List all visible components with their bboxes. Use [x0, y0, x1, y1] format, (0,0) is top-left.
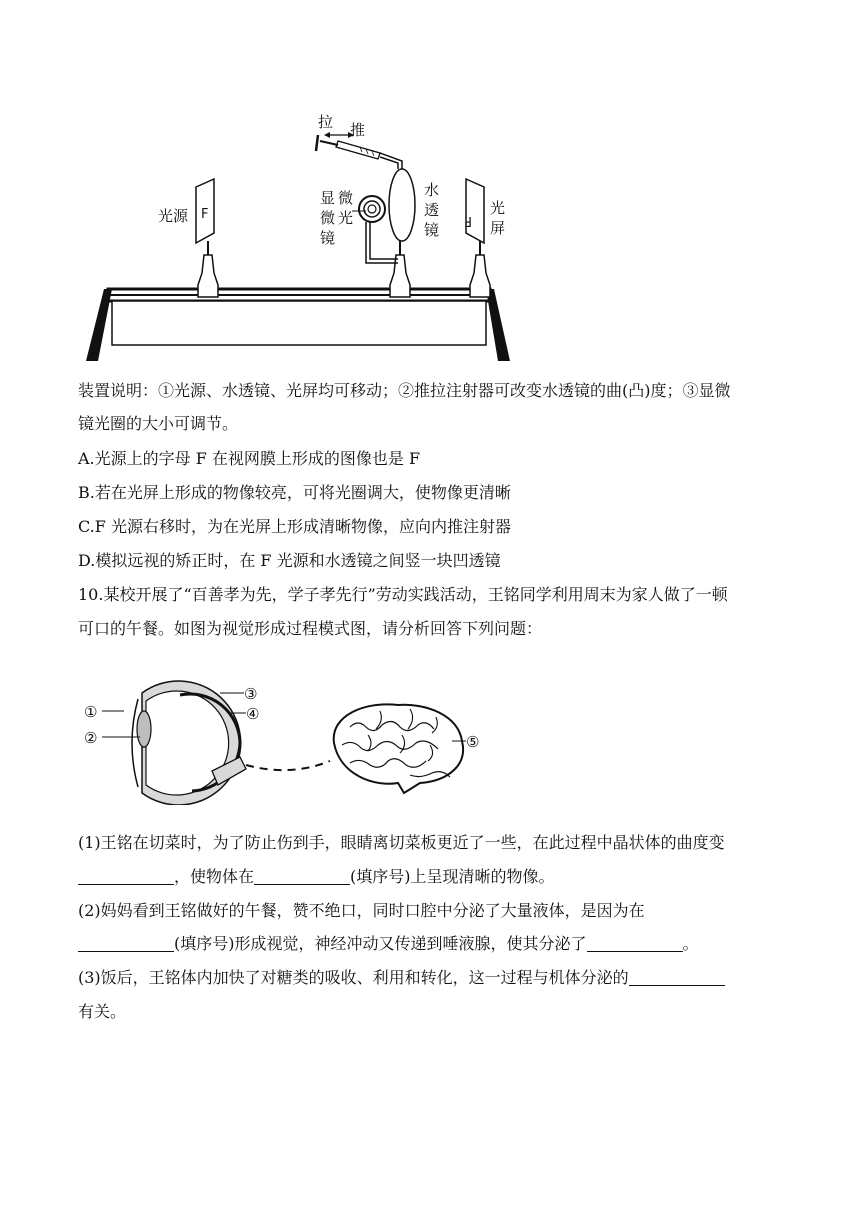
sub-question-3-line-2: 有关。	[78, 1002, 127, 1021]
marker-5-brain: ⑤	[466, 733, 480, 751]
option-b: B.若在光屏上形成的物像较亮，可将光圈调大，使物像更清晰	[78, 483, 511, 502]
water-lens	[389, 169, 415, 241]
light-source-letter: F	[201, 207, 209, 222]
svg-text:屏: 屏	[490, 219, 506, 237]
eyeball-figure	[132, 681, 246, 805]
light-screen-label	[490, 199, 505, 237]
optics-apparatus-figure	[80, 105, 520, 365]
svg-text:镜: 镜	[320, 229, 336, 247]
aperture-label	[338, 189, 353, 227]
marker-4: ④	[246, 705, 260, 723]
svg-text:水: 水	[424, 181, 440, 199]
optical-bench-body	[112, 301, 486, 345]
sub-question-2-line-1: (2)妈妈看到王铭做好的午餐，赞不绝口，同时口腔中分泌了大量液体，是因为在	[78, 901, 645, 920]
light-source-label: 光源	[158, 207, 189, 225]
marker-1-cornea: ①	[84, 703, 98, 721]
aperture-ring	[359, 196, 385, 222]
svg-text:微: 微	[338, 189, 354, 207]
sub-question-1-line-2: ，使物体在 (填序号)上呈现清晰的物像。	[78, 867, 555, 887]
marker-2-lens: ②	[84, 729, 98, 747]
answer-blank-5[interactable]	[629, 969, 725, 986]
svg-text:微: 微	[320, 209, 336, 227]
svg-text:镜: 镜	[424, 221, 440, 239]
option-a: A.光源上的字母 F 在视网膜上形成的图像也是 F	[78, 449, 421, 468]
pull-label: 拉	[318, 113, 334, 131]
water-lens-label	[424, 181, 439, 239]
screen-image-letter: F	[464, 213, 472, 228]
answer-blank-3[interactable]	[78, 935, 174, 952]
vision-process-diagram	[80, 665, 490, 805]
question-10-line-1: 10.某校开展了“百善孝为先，学子孝先行”劳动实践活动，王铭同学利用周末为家人做了一顿	[78, 585, 728, 604]
light-screen-board	[466, 179, 484, 243]
answer-blank-1[interactable]	[78, 868, 174, 885]
device-note-line-2: 镜光圈的大小可调节。	[78, 414, 239, 433]
syringe-icon	[316, 135, 380, 159]
sub-question-3-line-1: (3)饭后，王铭体内加快了对糖类的吸收、利用和转化，这一过程与机体分泌的	[78, 968, 725, 988]
svg-text:光: 光	[490, 199, 506, 217]
svg-text:透: 透	[424, 201, 440, 219]
question-10-line-2: 可口的午餐。如图为视觉形成过程模式图，请分析回答下列问题：	[78, 619, 543, 638]
sub-question-1-line-1: (1)王铭在切菜时，为了防止伤到手，眼睛离切菜板更近了一些，在此过程中晶状体的曲度变	[78, 833, 725, 852]
neural-pathway-dashed	[246, 761, 330, 770]
answer-blank-4[interactable]	[587, 935, 683, 952]
svg-text:显: 显	[320, 189, 336, 207]
marker-3: ③	[244, 685, 258, 703]
push-label: 推	[350, 121, 366, 139]
device-note-line-1: 装置说明：①光源、水透镜、光屏均可移动；②推拉注射器可改变水透镜的曲(凸)度；③显微	[78, 381, 731, 400]
microscope-label	[320, 189, 335, 247]
svg-text:光: 光	[338, 209, 354, 227]
sub-question-2-line-2: (填序号)形成视觉，神经冲动又传递到唾液腺，使其分泌了 。	[78, 934, 699, 954]
option-c: C.F 光源右移时，为在光屏上形成清晰物像，应向内推注射器	[78, 517, 511, 536]
bench-left-leg	[86, 289, 112, 361]
lens-shape	[137, 711, 151, 747]
brain-figure	[334, 704, 463, 793]
answer-blank-2[interactable]	[254, 868, 350, 885]
option-d: D.模拟远视的矫正时，在 F 光源和水透镜之间竖一块凹透镜	[78, 551, 501, 570]
bench-right-leg	[486, 289, 510, 361]
